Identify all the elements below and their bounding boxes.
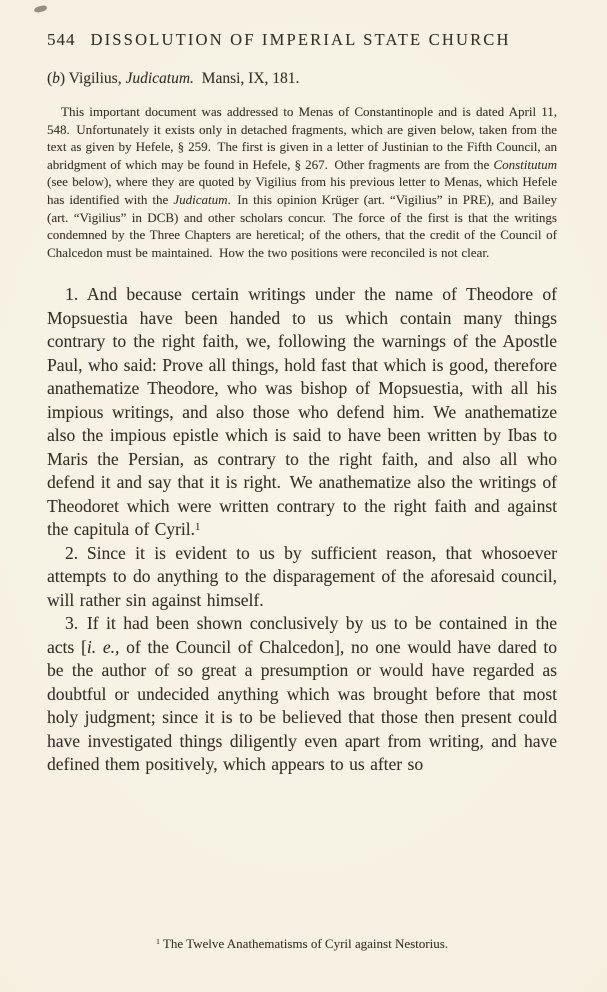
paragraph-1: 1. And because certain writings under the name of Theodore of Mopsuestia have been handed to us which contain many things contrary to the right faith, we, following the warnings of the Apostle Paul, who said: Prove all things, hold fast that which is good, therefore anathematize Theodore, who was bishop of Mopsuestia, with all his impious writings, and also those who defend him. We anathematize also the impious epistle which is said to have been written by Ibas to Maris the Persian, as contrary to the right faith, and also all who defend it and say that it is right. We anathematize also the writings of Theodoret which were written contrary to the right faith and against the capitula of Cyril.$^1$ (47, 284, 557, 540)
footnote: $^1$ The Twelve Anathematisms of Cyril against Nestorius. (155, 936, 449, 951)
page-number: 544 (47, 30, 76, 49)
intro-note: This important document was addressed to Menas of Constantinople and is dated April 11, 548. Unfortunately it exists only in detached fragments, which are given below, taken from the text as given by Hefele, § 259. The first is given in a letter of Justinian to the Fifth Council, an abridgment of which may be found in Hefele, § 267. Other fragments are from the Constitutum (see below), where they are quoted by Vigilius from his previous letter to Menas, which Hefele has identified with the Judicatum. In this opinion Krüger (art. “Vigilius” in PRE), and Bailey (art. “Vigilius” in DCB) and other scholars concur. The force of the first is that the writings condemned by the Three Chapters are heretical; of the others, that the credit of the Council of Chalcedon must be maintained. How the two positions were reconciled is not clear. (47, 104, 557, 260)
running-head-title: DISSOLUTION OF IMPERIAL STATE CHURCH (90, 30, 511, 49)
running-header (47, 30, 557, 50)
scan-artifact (34, 5, 48, 14)
section-heading: (b) Vigilius, Judicatum. Mansi, IX, 181. (47, 70, 300, 87)
paragraph-3: 3. If it had been shown conclusively by us to be contained in the acts [i. e., of the Council of Chalcedon], no one would have dared to be the author of so great a presumption or would have regarded as doubtful or undecided anything which was brought before that most holy judgment; since it is to be believed that those then present could have investigated things diligently even apart from writing, and have defined them positively, which appears to us after so (47, 613, 557, 775)
body-text (47, 283, 557, 777)
paragraph-2: 2. Since it is evident to us by sufficient reason, that whosoever attempts to do anything to the disparagement of the aforesaid council, will rather sin against himself. (47, 542, 557, 610)
